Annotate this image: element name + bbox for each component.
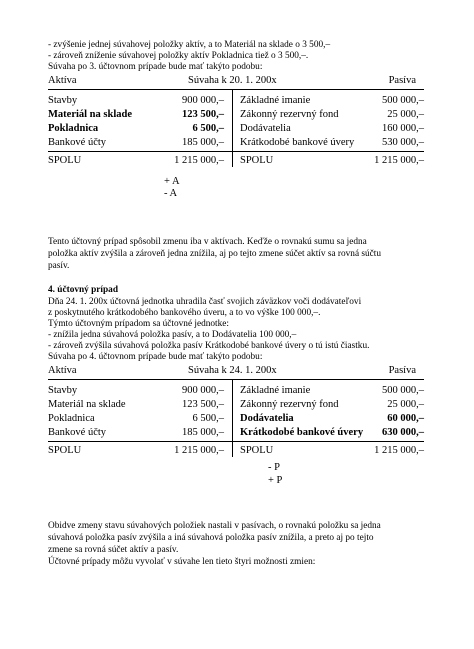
asset-name: Pokladnica bbox=[48, 123, 99, 134]
asset-value: 6 500,– bbox=[192, 123, 224, 134]
case4-line-1: Dňa 24. 1. 200x účtovná jednotka uhradila časť svojich záväzkov voči dodávateľovi bbox=[48, 297, 362, 307]
header-title: Súvaha k 24. 1. 200x bbox=[188, 365, 277, 376]
liability-name: Zákonný rezervný fond bbox=[240, 399, 339, 410]
table-row bbox=[48, 399, 424, 412]
intro-line-2: - zároveň zníženie súvahovej položky aktív Pokladnica tiež o 3 500,–. bbox=[48, 51, 309, 61]
asset-value: 6 500,– bbox=[192, 413, 224, 424]
total-assets: 1 215 000,– bbox=[174, 155, 224, 166]
liability-name: Základné imanie bbox=[240, 95, 311, 106]
total-row bbox=[48, 155, 424, 168]
asset-value: 123 500,– bbox=[182, 109, 224, 120]
liability-name: Krátkodobé bankové úvery bbox=[240, 137, 355, 148]
table-row bbox=[48, 137, 424, 150]
table-row bbox=[48, 413, 424, 426]
liability-value: 500 000,– bbox=[382, 95, 424, 106]
asset-name: Stavby bbox=[48, 95, 78, 106]
case4-title: 4. účtovný prípad bbox=[48, 285, 118, 295]
asset-name: Materiál na sklade bbox=[48, 109, 132, 120]
header-rule bbox=[48, 89, 424, 90]
asset-name: Bankové účty bbox=[48, 137, 107, 148]
header-assets: Aktíva bbox=[48, 365, 77, 376]
case4-line-4: - znížila jedna súvahová položka pasív, a to Dodávatelia 100 000,– bbox=[48, 330, 297, 340]
final-line-4: Účtovné prípady môžu vyvolať v súvahe len tieto štyri možnosti zmien: bbox=[48, 557, 316, 567]
case4-line-5: - zároveň zvýšila súvahová položka pasív Krátkodobé bankové úvery o tú istú čiastku. bbox=[48, 341, 370, 351]
header-rule bbox=[48, 379, 424, 380]
table-header bbox=[48, 75, 424, 88]
paragraph-line-3: pasív. bbox=[48, 261, 70, 271]
asset-value: 900 000,– bbox=[182, 95, 224, 106]
balance-sheet-table-2 bbox=[48, 365, 424, 471]
case4-line-2: z poskytnutého krátkodobého bankového úveru, a to vo výške 100 000,–. bbox=[48, 308, 321, 318]
liability-value: 25 000,– bbox=[387, 109, 424, 120]
total-rule bbox=[48, 151, 424, 152]
liability-name: Krátkodobé bankové úvery bbox=[240, 427, 364, 438]
total-liabilities: 1 215 000,– bbox=[374, 155, 424, 166]
liability-name: Základné imanie bbox=[240, 385, 311, 396]
paragraph-line-2: položka aktív zvýšila a zároveň jedna znížila, aj po tejto zmene súčet aktív sa rovná súčtu bbox=[48, 249, 382, 259]
final-line-1: Obidve zmeny stavu súvahových položiek nastali v pasívach, o rovnakú položku sa jedna bbox=[48, 521, 381, 531]
change-note-plus-p: + P bbox=[268, 475, 283, 486]
table-row bbox=[48, 385, 424, 398]
table-row bbox=[48, 109, 424, 122]
change-note-minus-p: - P bbox=[268, 462, 280, 473]
liability-value: 25 000,– bbox=[387, 399, 424, 410]
asset-name: Stavby bbox=[48, 385, 78, 396]
balance-sheet-table-1 bbox=[48, 75, 424, 181]
asset-value: 185 000,– bbox=[182, 137, 224, 148]
liability-value: 60 000,– bbox=[387, 413, 424, 424]
total-row bbox=[48, 445, 424, 458]
asset-name: Bankové účty bbox=[48, 427, 107, 438]
total-assets: 1 215 000,– bbox=[174, 445, 224, 456]
liability-name: Dodávatelia bbox=[240, 413, 294, 424]
asset-name: Materiál na sklade bbox=[48, 399, 126, 410]
case4-line-6: Súvaha po 4. účtovnom prípade bude mať takýto podobu: bbox=[48, 352, 263, 362]
asset-value: 123 500,– bbox=[182, 399, 224, 410]
asset-value: 185 000,– bbox=[182, 427, 224, 438]
intro-line-1: - zvýšenie jednej súvahovej položky aktív, a to Materiál na sklade o 3 500,– bbox=[48, 40, 331, 50]
liability-value: 530 000,– bbox=[382, 137, 424, 148]
paragraph-line-1: Tento účtovný prípad spôsobil zmenu iba v aktívach. Keďže o rovnakú sumu sa jedna bbox=[48, 237, 367, 247]
liability-value: 500 000,– bbox=[382, 385, 424, 396]
asset-name: Pokladnica bbox=[48, 413, 95, 424]
change-note-plus-a: + A bbox=[164, 176, 180, 187]
total-label: SPOLU bbox=[240, 155, 274, 166]
liability-name: Dodávatelia bbox=[240, 123, 291, 134]
liability-value: 160 000,– bbox=[382, 123, 424, 134]
header-assets: Aktíva bbox=[48, 75, 77, 86]
liability-name: Zákonný rezervný fond bbox=[240, 109, 339, 120]
table-row bbox=[48, 123, 424, 136]
change-note-minus-a: - A bbox=[164, 188, 178, 199]
table-header bbox=[48, 365, 424, 378]
total-liabilities: 1 215 000,– bbox=[374, 445, 424, 456]
final-line-3: zmene sa rovná súčet aktív a pasív. bbox=[48, 545, 179, 555]
header-liabilities: Pasíva bbox=[388, 75, 416, 86]
header-liabilities: Pasíva bbox=[388, 365, 416, 376]
final-line-2: súvahová položka pasív zvýšila a iná súvahová položka pasív znížila, a preto aj po tejto bbox=[48, 533, 374, 543]
total-label: SPOLU bbox=[240, 445, 274, 456]
liability-value: 630 000,– bbox=[382, 427, 424, 438]
total-label: SPOLU bbox=[48, 445, 82, 456]
total-label: SPOLU bbox=[48, 155, 82, 166]
total-rule bbox=[48, 441, 424, 442]
table-row bbox=[48, 427, 424, 440]
asset-value: 900 000,– bbox=[182, 385, 224, 396]
header-title: Súvaha k 20. 1. 200x bbox=[188, 75, 277, 86]
table-row bbox=[48, 95, 424, 108]
intro-line-3: Súvaha po 3. účtovnom prípade bude mať takýto podobu: bbox=[48, 62, 263, 72]
case4-line-3: Týmto účtovným prípadom sa účtovné jednotke: bbox=[48, 319, 229, 329]
